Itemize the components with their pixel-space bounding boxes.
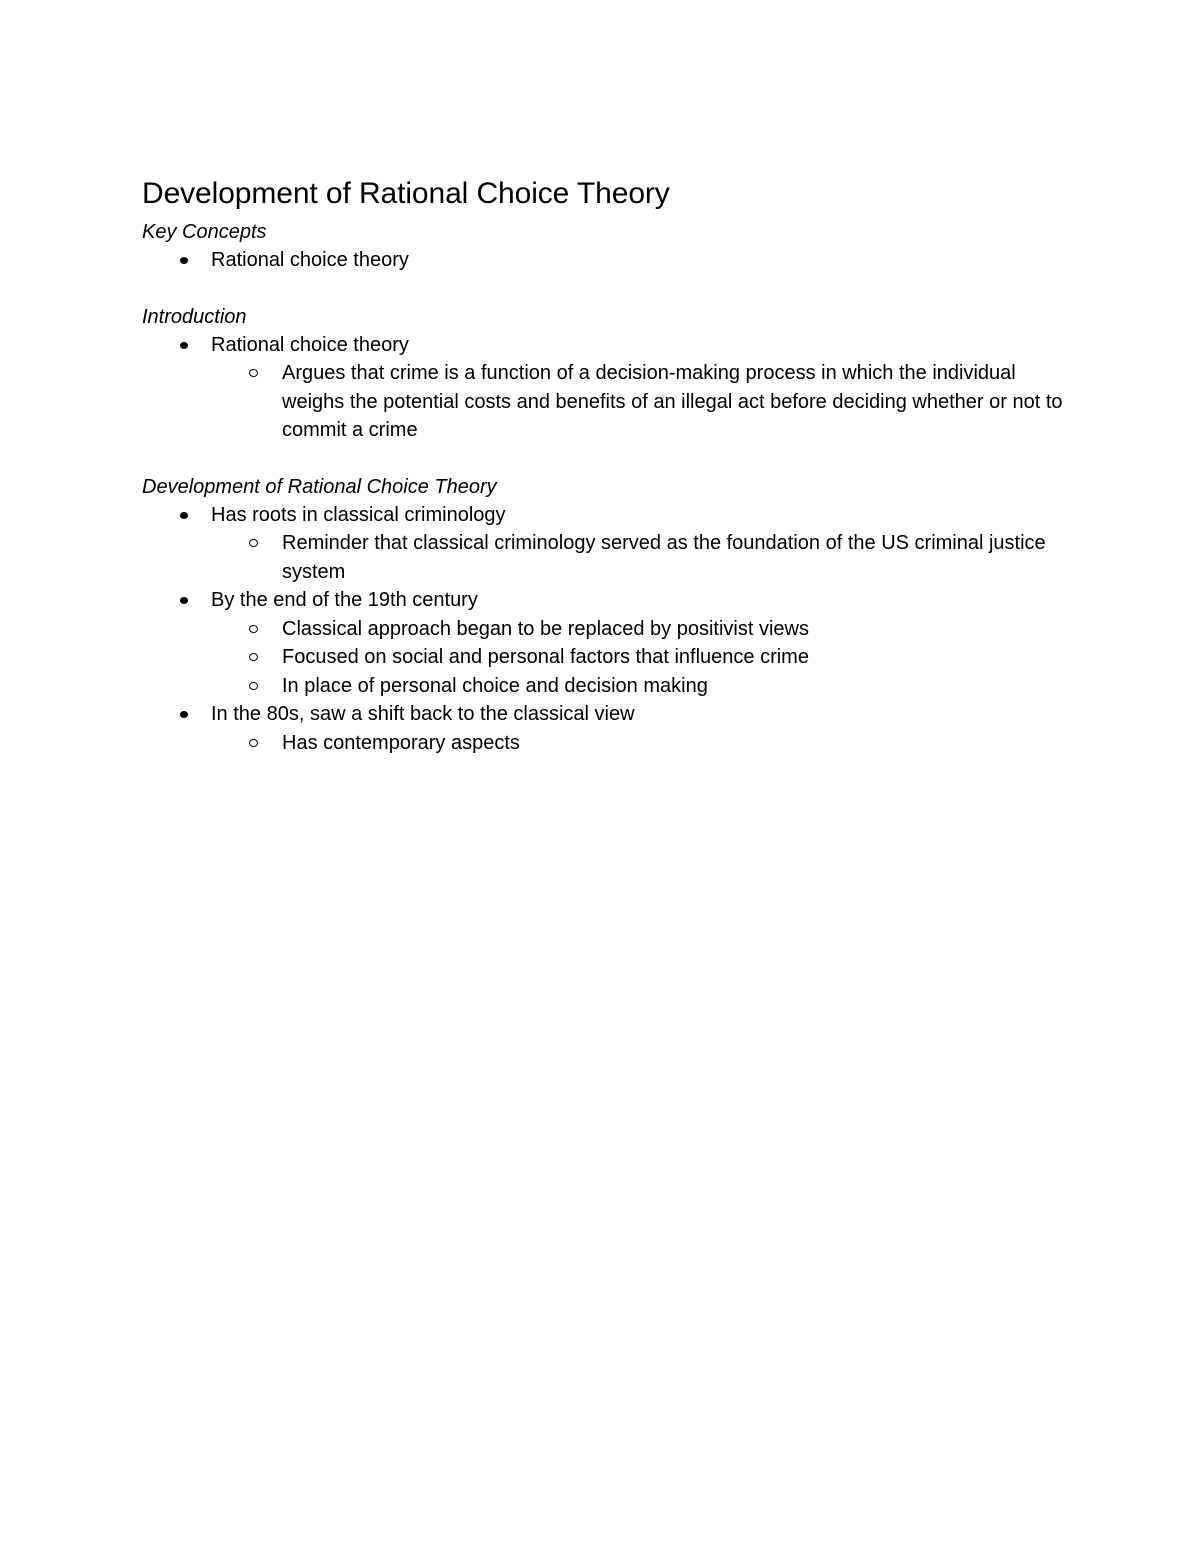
filled-bullet-icon	[180, 597, 188, 604]
sub-list-item	[211, 359, 1072, 445]
list-item-text: Rational choice theory	[211, 249, 409, 271]
bullet-list	[142, 501, 1072, 758]
sections-container	[142, 218, 1072, 757]
sub-list-item-text: Has contemporary aspects	[282, 731, 520, 754]
bullet-list	[142, 331, 1072, 445]
section	[142, 473, 1072, 758]
sub-bullet-list	[211, 729, 1072, 758]
hollow-bullet-icon	[249, 539, 258, 547]
hollow-bullet-icon	[249, 739, 258, 747]
hollow-bullet-icon	[249, 625, 258, 633]
sub-list-item-text: Focused on social and personal factors that influence crime	[282, 646, 809, 668]
sub-list-item-text: Argues that crime is a function of a decision-making process in which the individual weighs the potential costs and benefits of an illegal act before deciding whether or not to commit a crime	[282, 362, 1063, 441]
bullet-list	[142, 246, 1072, 275]
list-item	[142, 246, 1072, 275]
document-title: Development of Rational Choice Theory	[142, 177, 670, 210]
list-item	[142, 700, 1072, 757]
sub-list-item-text: Reminder that classical criminology served as the foundation of the US criminal justice system	[282, 532, 1046, 583]
section	[142, 303, 1072, 445]
filled-bullet-icon	[180, 512, 188, 519]
filled-bullet-icon	[180, 257, 188, 264]
sub-list-item	[211, 672, 1072, 701]
section-heading: Introduction	[142, 305, 247, 328]
section-heading: Development of Rational Choice Theory	[142, 475, 497, 498]
sub-list-item	[211, 529, 1072, 586]
list-item	[142, 331, 1072, 445]
sub-list-item-text: Classical approach began to be replaced by positivist views	[282, 617, 809, 640]
hollow-bullet-icon	[249, 682, 258, 690]
sub-bullet-list	[211, 359, 1072, 445]
hollow-bullet-icon	[249, 369, 258, 377]
filled-bullet-icon	[180, 711, 188, 718]
list-item-text: Rational choice theory	[211, 333, 409, 356]
sub-list-item	[211, 643, 1072, 672]
filled-bullet-icon	[180, 342, 188, 349]
sub-list-item	[211, 615, 1072, 644]
hollow-bullet-icon	[249, 653, 258, 661]
sub-bullet-list	[211, 529, 1072, 586]
section-heading: Key Concepts	[142, 221, 267, 243]
sub-list-item	[211, 729, 1072, 758]
document-content	[142, 172, 1072, 757]
list-item-text: In the 80s, saw a shift back to the classical view	[211, 703, 635, 725]
sub-bullet-list	[211, 615, 1072, 701]
list-item	[142, 586, 1072, 700]
list-item	[142, 501, 1072, 587]
list-item-text: Has roots in classical criminology	[211, 503, 506, 526]
section	[142, 218, 1072, 275]
list-item-text: By the end of the 19th century	[211, 589, 478, 611]
sub-list-item-text: In place of personal choice and decision making	[282, 674, 708, 697]
